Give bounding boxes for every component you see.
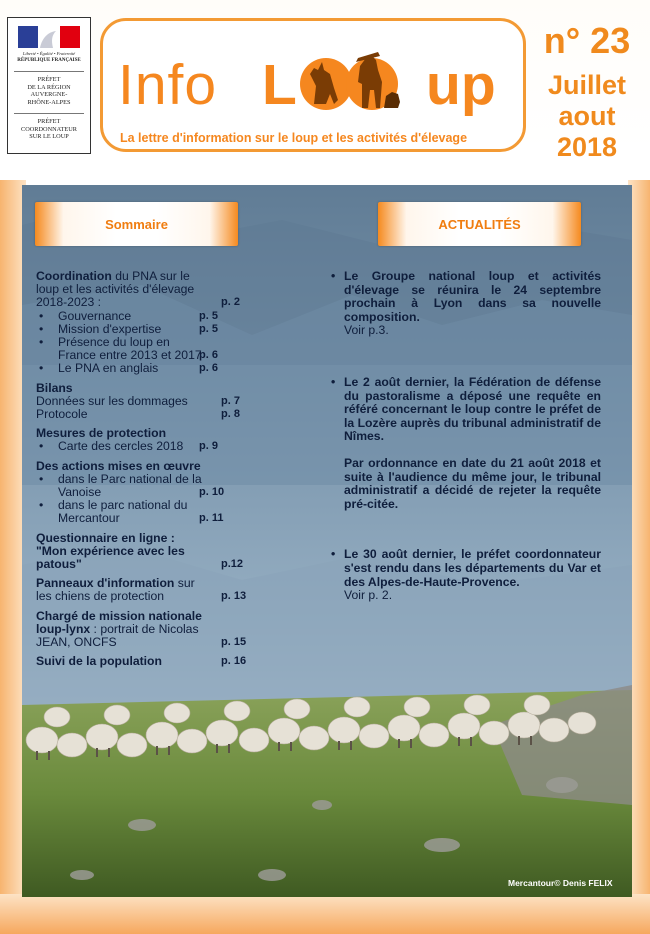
bottom-border-glow [0, 894, 650, 934]
toc-mesures: Mesures de protection • Carte des cercles 2018 p. 9 [36, 427, 256, 453]
masthead-subtitle: La lettre d'information sur le loup et les activités d'élevage [120, 131, 468, 145]
republic-label: RÉPUBLIQUE FRANÇAISE [17, 58, 81, 63]
masthead-title-info: Info [118, 53, 218, 117]
news-item: • Le Groupe national loup et activités d'élevage se réunira le 24 septembre prochain à Lyon dans sa nouvelle composition. Voir p.3. [331, 270, 601, 338]
toc-item: • Le PNA en anglais p. 6 [36, 362, 206, 375]
toc-item: • Gouvernance p. 5 [36, 310, 206, 323]
toc-item: • Mission d'expertise p. 5 [36, 323, 206, 336]
marianne-flag-icon [18, 26, 80, 48]
news-column [331, 270, 601, 603]
toc-charge: Chargé de mission nationale loup-lynx : portrait de Nicolas JEAN, ONCFS p. 15 [36, 608, 247, 650]
toc-item: • Présence du loup en France entre 2013 et 2017 p. 6 [36, 336, 206, 362]
table-of-contents [36, 270, 256, 674]
sommaire-heading: Sommaire [35, 202, 238, 246]
toc-bilans: Bilans Données sur les dommages p. 7 Protocole p. 8 [36, 380, 240, 422]
region-label: PRÉFET DE LA RÉGION AUVERGNE- RHÔNE-ALPES [27, 76, 71, 106]
news-item: • Le 30 août dernier, le préfet coordonnateur s'est rendu dans les départements du Var et des Alpes-de-Haute-Provence. Voir p. 2. [331, 548, 601, 602]
masthead-title-up: up [426, 53, 496, 117]
issue-month: Juillet aout 2018 [547, 70, 627, 162]
issue-info [532, 20, 642, 163]
coordinator-label: PRÉFET COORDONNATEUR SUR LE LOUP [21, 118, 77, 140]
news-item-followup: Par ordonnance en date du 21 août 2018 et suite à l'audience du même jour, le tribunal administratif a décidé de rejeter la requête pré-citée. [344, 455, 601, 511]
toc-questionnaire: Questionnaire en ligne : "Mon expérience avec les patous" p.12 [36, 530, 244, 572]
issue-number: n° 23 [543, 20, 631, 61]
wolf-shepherd-logo-icon [300, 44, 418, 120]
motto: Liberté • Égalité • Fraternité [22, 51, 76, 56]
toc-panneaux: Panneaux d'information sur les chiens de protection p. 13 [36, 576, 247, 604]
toc-coordination: Coordination du PNA sur le loup et les activités d'élevage 2018-2023 : p. 2 • Gouvernance p. 5 • Mission d'expertise p. 5 • Présence du loup en France entre 2013 et 2017 p. 6 • Le PNA en anglais p. 6 [36, 270, 256, 376]
masthead-title-l: L [262, 53, 297, 117]
toc-actions: Des actions mises en œuvre • dans le Parc national de la Vanoise p. 10 • dans le parc national du Mercantour p. 11 [36, 460, 256, 526]
toc-suivi: Suivi de la population p. 16 [36, 654, 247, 669]
actualites-heading: ACTUALITÉS [378, 202, 581, 246]
prefecture-logo [7, 17, 91, 154]
news-item: • Le 2 août dernier, la Fédération de défense du pastoralisme a déposé une requête en référé concernant le loup contre le préfet de la Lozère auprès du tribunal administratif de Nîmes. [331, 376, 601, 444]
photo-credit: Mercantour© Denis FELIX [508, 878, 613, 888]
